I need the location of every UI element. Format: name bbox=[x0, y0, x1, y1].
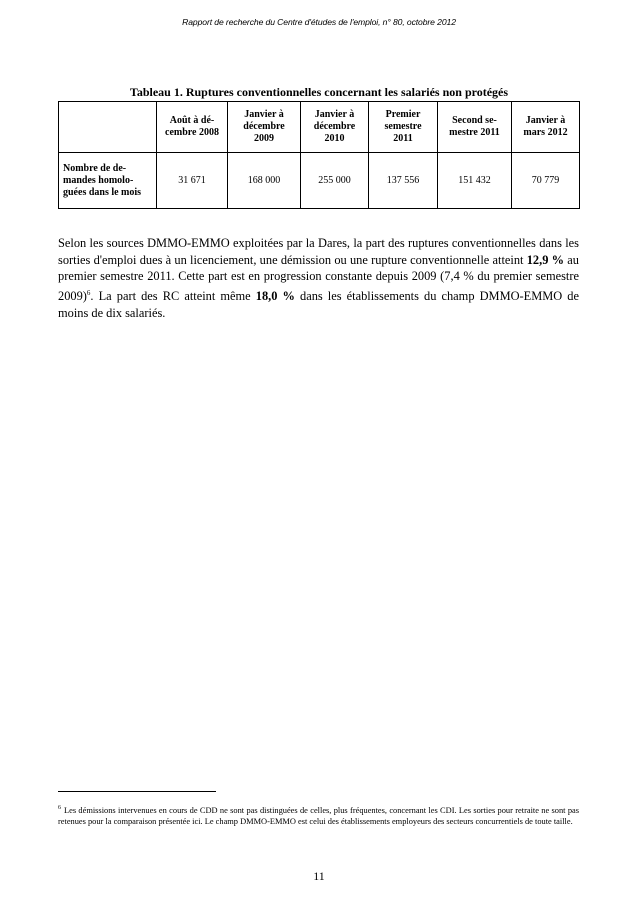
footnote-ref[interactable]: 6 bbox=[86, 288, 91, 297]
table-title: Tableau 1. Ruptures conventionnelles concernant les salariés non protégés bbox=[129, 85, 509, 99]
footnote-number: 6 bbox=[58, 805, 61, 811]
highlight-value: 18,0 % bbox=[255, 288, 295, 303]
table-cell: 70 779 bbox=[512, 153, 580, 209]
page-number: 11 bbox=[313, 869, 325, 883]
footnote-text: Les démissions intervenues en cours de CDD ne sont pas distinguées de celles, plus fréquentes, concernant les CDI. Les sorties pour retraite ne sont pas retenues pour la comparaison présentée ici. Le champ DMMO-EMMO est celui des établissements employeurs des secteurs concurrentiels de toute taille. bbox=[58, 805, 579, 827]
table-cell: 31 671 bbox=[157, 153, 228, 209]
body-paragraph: Selon les sources DMMO-EMMO exploitées par la Dares, la part des ruptures conventionnelles dans les sorties d'emploi dues à un licenciement, une démission ou une rupture conventionnelle atteint 12,9 % au premier semestre 2011. Cette part est en progression constante depuis 2009 (7,4 % du premier semestre 2009)$^6$. La part des RC atteint même 18,0 % dans les établissements du champ DMMO-EMMO de moins de dix salariés. bbox=[58, 236, 580, 320]
column-header: Janvier à décembre 2010 bbox=[301, 102, 369, 153]
table-cell: 168 000 bbox=[228, 153, 301, 209]
column-header: Août à dé- cembre 2008 bbox=[157, 102, 228, 153]
highlight-value: 12,9 % bbox=[526, 252, 565, 267]
column-header: Premier semestre 2011 bbox=[369, 102, 438, 153]
footnote-divider bbox=[58, 791, 216, 792]
column-header: Janvier à décembre 2009 bbox=[228, 102, 301, 153]
column-header: Janvier à mars 2012 bbox=[512, 102, 580, 153]
footnote bbox=[58, 803, 579, 828]
running-header: Rapport de recherche du Centre d'études de l'emploi, n° 80, octobre 2012 bbox=[182, 17, 456, 27]
table-cell: 137 556 bbox=[369, 153, 438, 209]
table-corner-cell bbox=[59, 102, 157, 153]
table-cell: 255 000 bbox=[301, 153, 369, 209]
row-label: Nombre de de- mandes homolo- guées dans le mois bbox=[59, 153, 157, 209]
ruptures-table bbox=[58, 101, 580, 209]
table-cell: 151 432 bbox=[438, 153, 512, 209]
table-row bbox=[59, 153, 580, 209]
column-header: Second se- mestre 2011 bbox=[438, 102, 512, 153]
table-header-row bbox=[59, 102, 580, 153]
